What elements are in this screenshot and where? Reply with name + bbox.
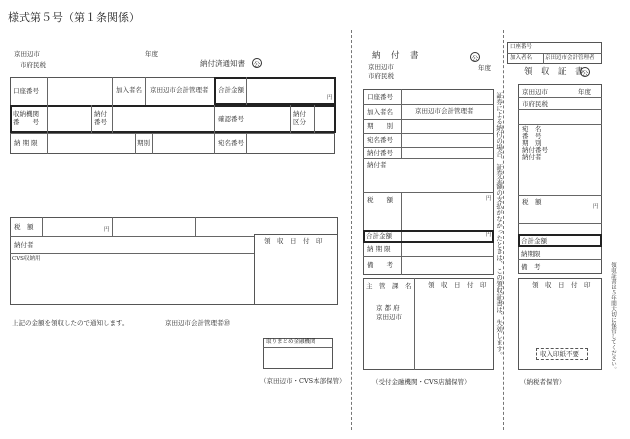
middle-total-label: 合計金額 <box>366 232 392 240</box>
left-notice-text: 上記の金額を領収したので通知します。 <box>12 319 129 327</box>
middle-stamp-area <box>363 278 494 370</box>
left-total-label: 合計金額 <box>218 86 244 94</box>
right-year: 年度 <box>578 88 591 96</box>
right-receipt-stamp: 領 収 日 付 印 <box>532 281 591 289</box>
left-receipt-stamp: 領 収 日 付 印 <box>264 237 323 245</box>
right-city: 京田辺市 <box>522 88 548 96</box>
left-stamp-icon: 公 <box>253 60 261 68</box>
right-no-stamp: 収入印紙不要 <box>540 350 579 358</box>
cut-line-2 <box>503 30 504 430</box>
left-cvs: CVS収納用 <box>12 256 41 262</box>
middle-stamp-icon: 公 <box>471 54 479 62</box>
left-recipient-no: 宛名番号 <box>218 139 244 147</box>
left-confirm-no: 確認番号 <box>218 115 244 123</box>
right-total-label: 合計金額 <box>521 237 547 245</box>
middle-receipt-stamp: 領 収 日 付 印 <box>428 281 487 289</box>
middle-payer: 納付者 <box>367 161 387 169</box>
middle-period: 期 別 <box>367 122 393 130</box>
middle-subscriber-label: 加入者名 <box>367 108 393 116</box>
left-aggregate-label: 取りまとめ金融機関 <box>266 339 316 345</box>
left-period: 期別 <box>137 139 150 147</box>
middle-subscriber-name: 京田辺市会計管理者 <box>415 107 474 115</box>
left-manager-seal: 京田辺市会計管理者㊞ <box>165 319 230 327</box>
middle-footer: （受付金融機関・CVS店舗保管） <box>372 378 471 386</box>
middle-city2: 京田辺市 <box>376 313 402 321</box>
right-field-payer: 納付者 <box>522 153 542 161</box>
middle-deadline: 納 期 限 <box>367 245 391 253</box>
right-field-period: 期 別 <box>522 139 542 147</box>
middle-total-yen: 円 <box>486 232 492 238</box>
left-account-no: 口座番号 <box>13 87 39 95</box>
middle-vertical-note: 証券による納付の場合、証券金額の支払がなかったときは、この領収証書は、失効します。 <box>495 92 504 359</box>
middle-tax-yen: 円 <box>486 196 492 202</box>
right-account-no: 口座番号 <box>510 44 533 50</box>
left-payment-class: 納付 区分 <box>293 110 306 127</box>
middle-recipient-no: 宛名番号 <box>367 136 393 144</box>
right-tax: 市府民税 <box>522 100 548 108</box>
left-tax-yen: 円 <box>104 227 110 233</box>
middle-section-label: 主 管 課 名 <box>366 282 412 290</box>
right-subscriber-name: 京田辺市会計管理者 <box>545 55 595 61</box>
middle-account-no: 口座番号 <box>367 93 393 101</box>
right-subscriber-label: 加入者名 <box>510 55 533 61</box>
left-footer: （京田辺市・CVS本部保管） <box>260 377 346 385</box>
right-stamp-icon: 公 <box>581 69 589 77</box>
left-subscriber-name: 京田辺市会計管理者 <box>150 86 209 94</box>
right-side-note: 領収証書は５年間大切に保管してください。 <box>610 262 617 372</box>
left-receiving-row <box>10 105 336 133</box>
left-payer: 納付者 <box>14 241 34 249</box>
left-city: 京田辺市 <box>14 50 40 58</box>
left-payment-no: 納付 番号 <box>94 110 107 127</box>
left-tax: 市府民税 <box>20 61 46 69</box>
right-title: 領 収 証 書 <box>524 67 584 77</box>
form-title: 様式第５号（第１条関係） <box>8 11 140 24</box>
middle-tax-amount: 税 額 <box>367 196 393 204</box>
right-field-number: 番 号 <box>522 132 542 140</box>
left-deadline: 納 期 限 <box>14 139 38 147</box>
middle-tax: 市府民税 <box>368 72 394 80</box>
middle-city: 京田辺市 <box>368 63 394 71</box>
left-receiving-inst: 収納機関 番 号 <box>13 110 39 127</box>
left-subscriber-label: 加入者名 <box>116 86 142 94</box>
right-field-payment-no: 納付番号 <box>522 146 548 154</box>
right-tax-yen: 円 <box>593 204 599 210</box>
middle-payment-no: 納付番号 <box>367 149 393 157</box>
left-year: 年度 <box>145 50 158 58</box>
middle-remarks: 備 考 <box>367 261 393 269</box>
middle-kyoto: 京 都 府 <box>376 304 400 312</box>
right-footer: （納税者保管） <box>520 378 566 386</box>
left-notice-title: 納付済通知書 <box>200 59 245 68</box>
middle-year: 年度 <box>478 64 491 72</box>
middle-title: 納 付 書 <box>372 51 420 61</box>
right-deadline: 納期限 <box>521 250 541 258</box>
left-tax-amount: 税 額 <box>14 223 34 231</box>
right-tax-amount: 税 額 <box>522 198 542 206</box>
right-field-addressee: 宛 名 <box>522 125 542 133</box>
right-remarks: 備 考 <box>521 263 541 271</box>
cut-line-1 <box>351 30 352 430</box>
left-yen: 円 <box>327 95 333 101</box>
